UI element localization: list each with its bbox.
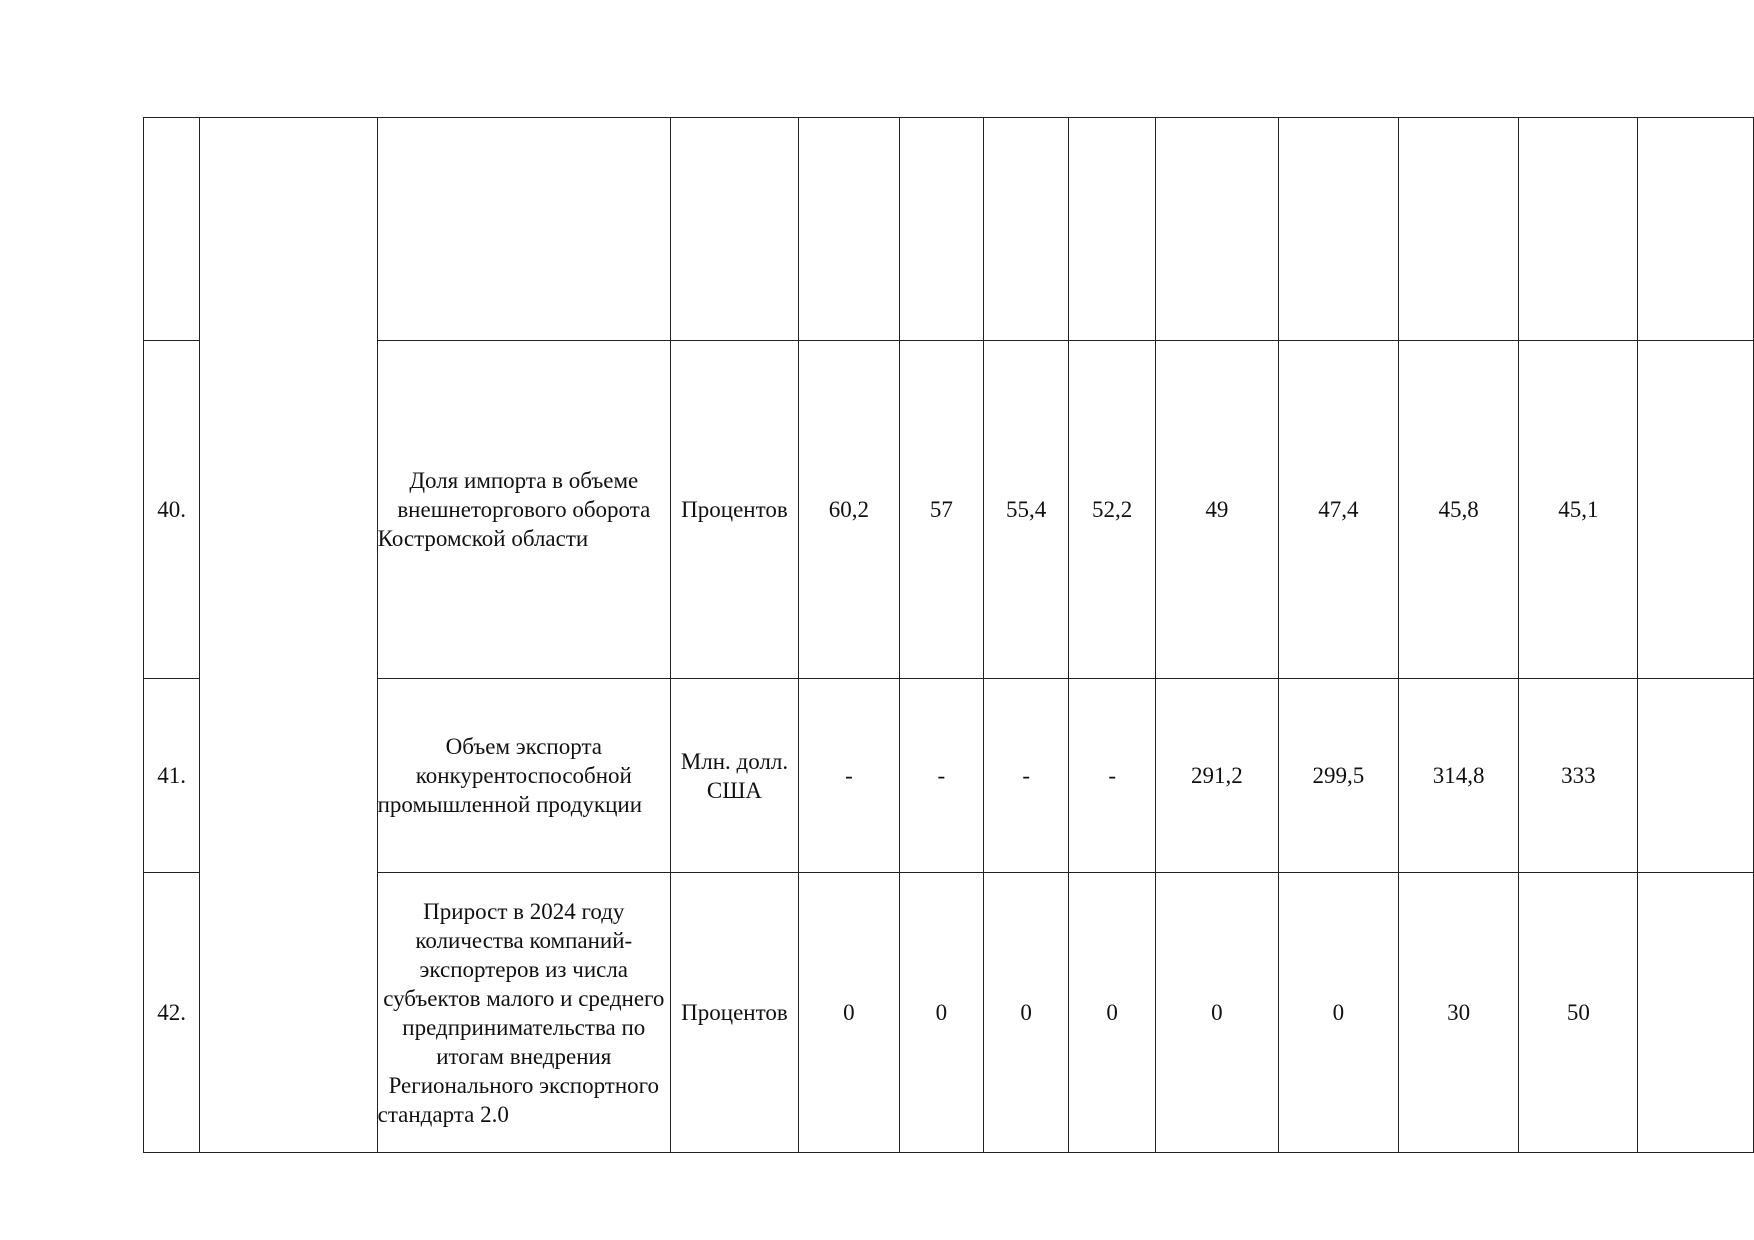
- value-cell: 291,2: [1155, 679, 1278, 873]
- cut-off-cell: [1638, 873, 1754, 1153]
- value-cell: 0: [798, 873, 899, 1153]
- value-cell: 0: [1069, 873, 1155, 1153]
- row-number-cell: 41.: [144, 679, 200, 873]
- value-cell: 45,8: [1399, 341, 1519, 679]
- value-cell: 52,2: [1069, 341, 1155, 679]
- value-cell: [1069, 118, 1155, 341]
- indicator-name-cell: Прирост в 2024 году количества компаний-экспортеров из числа субъектов малого и среднего предпринимательства по итогам внедрения Регионального экспортного стандарта 2.0: [377, 873, 670, 1153]
- value-cell: 299,5: [1278, 679, 1398, 873]
- unit-cell: Процентов: [670, 873, 798, 1153]
- cut-off-cell: [1638, 118, 1754, 341]
- value-cell: [983, 118, 1069, 341]
- value-cell: 333: [1519, 679, 1638, 873]
- value-cell: 45,1: [1519, 341, 1638, 679]
- indicator-name-cell: Объем экспорта конкурентоспособной промышленной продукции: [377, 679, 670, 873]
- table-row: [144, 873, 1754, 1153]
- unit-cell: Процентов: [670, 341, 798, 679]
- table-row: [144, 679, 1754, 873]
- value-cell: -: [1069, 679, 1155, 873]
- cut-off-cell: [1638, 679, 1754, 873]
- row-number-cell: [144, 118, 200, 341]
- table-row: [144, 118, 1754, 341]
- value-cell: 47,4: [1278, 341, 1398, 679]
- indicator-name-cell: Доля импорта в объеме внешнеторгового оборота Костромской области: [377, 341, 670, 679]
- table-row: [144, 341, 1754, 679]
- value-cell: -: [899, 679, 983, 873]
- value-cell: 49: [1155, 341, 1278, 679]
- value-cell: [1399, 118, 1519, 341]
- unit-cell: [670, 118, 798, 341]
- value-cell: 60,2: [798, 341, 899, 679]
- value-cell: 50: [1519, 873, 1638, 1153]
- row-number-cell: 40.: [144, 341, 200, 679]
- value-cell: [899, 118, 983, 341]
- value-cell: [1278, 118, 1398, 341]
- value-cell: -: [798, 679, 899, 873]
- value-cell: 0: [983, 873, 1069, 1153]
- value-cell: [798, 118, 899, 341]
- value-cell: 30: [1399, 873, 1519, 1153]
- row-number-cell: 42.: [144, 873, 200, 1153]
- cut-off-cell: [1638, 341, 1754, 679]
- value-cell: 55,4: [983, 341, 1069, 679]
- value-cell: 0: [1155, 873, 1278, 1153]
- value-cell: -: [983, 679, 1069, 873]
- value-cell: [1155, 118, 1278, 341]
- value-cell: [1519, 118, 1638, 341]
- indicator-name-cell: [377, 118, 670, 341]
- unit-cell: Млн. долл. США: [670, 679, 798, 873]
- value-cell: 57: [899, 341, 983, 679]
- merged-section-cell: [200, 118, 377, 1153]
- value-cell: 0: [899, 873, 983, 1153]
- value-cell: 314,8: [1399, 679, 1519, 873]
- value-cell: 0: [1278, 873, 1398, 1153]
- indicators-table: [143, 117, 1754, 1153]
